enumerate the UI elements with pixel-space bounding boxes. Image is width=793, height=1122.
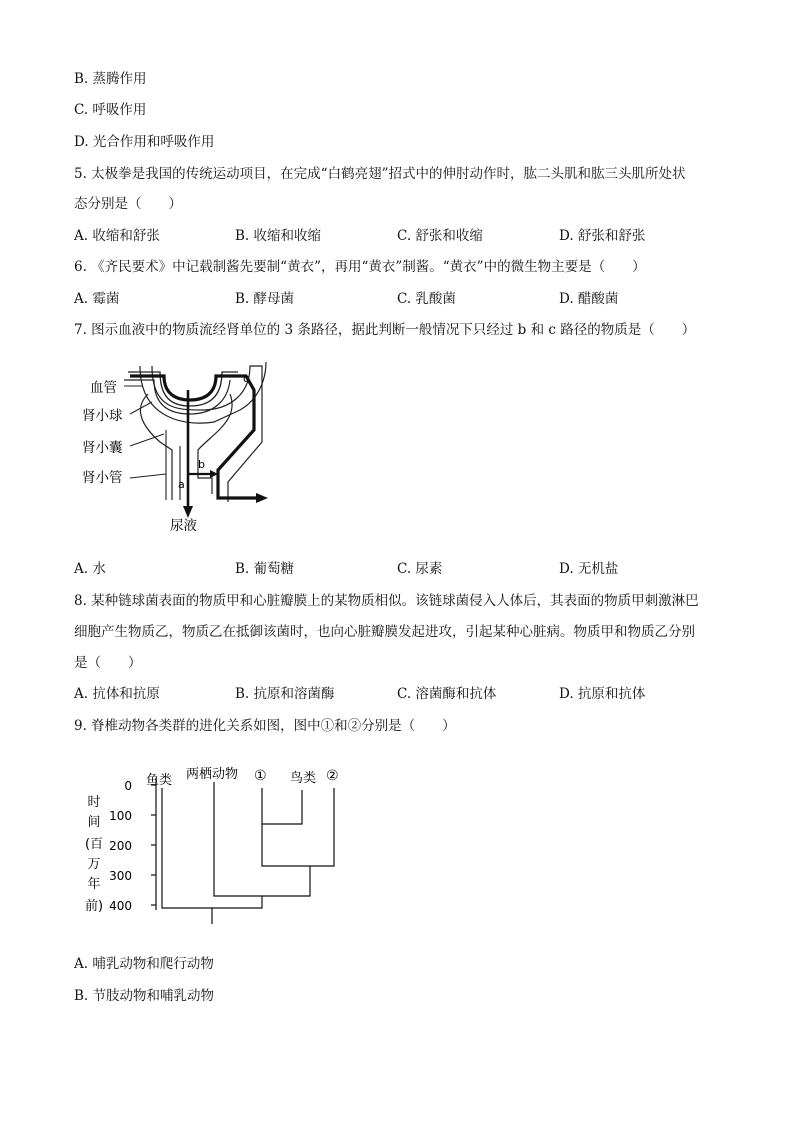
label-bird: 鸟类 [290, 771, 317, 786]
q5-stem-line1: 5. 太极拳是我国的传统运动项目，在完成“白鹤亮翅”招式中的伸肘动作时，肱二头肌和肱三头肌所处状 [74, 166, 686, 182]
q7-stem: 7. 图示血液中的物质流经肾单位的 3 条路径，据此判断一般情况下只经过 b 和 c 路径的物质是（ ） [74, 322, 696, 338]
tick-0: 0 [124, 779, 132, 793]
label-path-a: a [178, 478, 185, 491]
label-path-b: b [198, 458, 205, 471]
q7-option-d: D. 无机盐 [559, 561, 619, 577]
axis-label-4: 年 [87, 877, 101, 892]
tick-200: 200 [109, 839, 132, 853]
q4-option-b: B. 蒸腾作用 [74, 71, 147, 87]
q8-stem-line3: 是（ ） [74, 655, 142, 671]
label-mark-2: ② [326, 768, 339, 784]
axis-label-3: 万 [87, 857, 101, 872]
q7-option-c: C. 尿素 [397, 561, 443, 577]
q5-option-a: A. 收缩和舒张 [74, 228, 160, 244]
axis-label-1: 间 [87, 815, 101, 830]
q9-option-b: B. 节肢动物和哺乳动物 [74, 988, 215, 1004]
label-fish: 鱼类 [146, 773, 173, 788]
q4-option-d: D. 光合作用和呼吸作用 [74, 134, 215, 150]
label-capsule: 肾小囊 [82, 440, 123, 456]
q5-option-c: C. 舒张和收缩 [397, 228, 483, 244]
q9-option-a: A. 哺乳动物和爬行动物 [74, 956, 214, 972]
axis-label-5: 前) [84, 899, 104, 914]
q9-stem: 9. 脊椎动物各类群的进化关系如图，图中①和②分别是（ ） [74, 718, 456, 734]
q6-option-d: D. 醋酸菌 [559, 291, 619, 307]
axis-label-0: 时 [87, 795, 101, 810]
q5-option-b: B. 收缩和收缩 [235, 228, 322, 244]
tick-100: 100 [109, 809, 132, 823]
q7-option-b: B. 葡萄糖 [235, 561, 295, 577]
label-glomerulus: 肾小球 [82, 408, 123, 424]
label-amphibian: 两栖动物 [186, 767, 239, 782]
q8-stem-line1: 8. 某种链球菌表面的物质甲和心脏瓣膜上的某物质相似。该链球菌侵入人体后，其表面的物质甲刺激淋巴 [74, 593, 699, 609]
q5-stem-line2: 态分别是（ ） [74, 196, 182, 212]
axis-label-2: (百 [84, 837, 104, 852]
label-urine: 尿液 [170, 518, 197, 534]
q6-option-b: B. 酵母菌 [235, 291, 295, 307]
q8-stem-line2: 细胞产生物质乙，物质乙在抵御该菌时，也向心脏瓣膜发起进攻，引起某种心脏病。物质甲和物质乙分别 [74, 624, 695, 640]
evolution-tree-diagram [84, 760, 354, 930]
label-mark-1: ① [254, 768, 267, 784]
label-tubule: 肾小管 [82, 470, 123, 486]
q8-option-b: B. 抗原和溶菌酶 [235, 686, 335, 702]
q6-option-c: C. 乳酸菌 [397, 291, 456, 307]
q8-option-a: A. 抗体和抗原 [74, 686, 160, 702]
q8-option-c: C. 溶菌酶和抗体 [397, 686, 497, 702]
q6-stem: 6. 《齐民要术》中记载制酱先要制“黄衣”，再用“黄衣”制酱。“黄衣”中的微生物主要是（ ） [74, 259, 646, 275]
tick-300: 300 [109, 869, 132, 883]
q8-option-d: D. 抗原和抗体 [559, 686, 646, 702]
label-path-c: c [243, 372, 250, 385]
label-blood-vessel: 血管 [90, 380, 117, 396]
q4-option-c: C. 呼吸作用 [74, 102, 147, 118]
nephron-diagram [80, 350, 280, 540]
q5-option-d: D. 舒张和舒张 [559, 228, 646, 244]
tick-400: 400 [109, 899, 132, 913]
q7-option-a: A. 水 [74, 561, 106, 577]
q6-option-a: A. 霉菌 [74, 291, 120, 307]
